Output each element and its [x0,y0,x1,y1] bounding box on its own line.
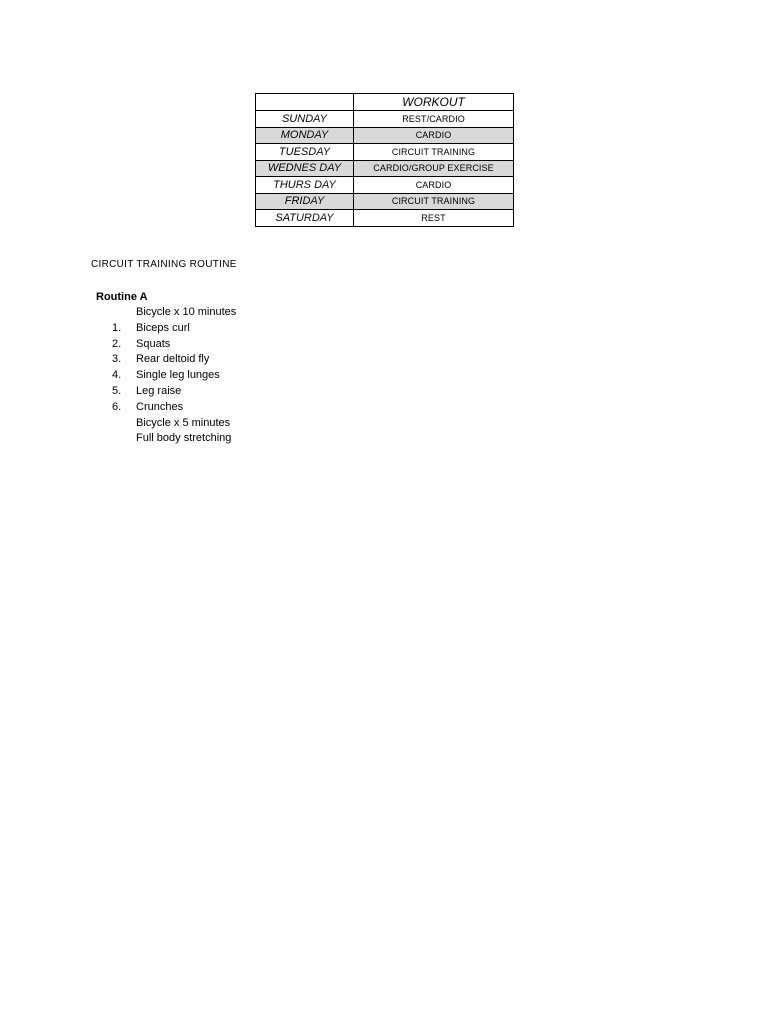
step-number: 1. [112,321,122,334]
schedule-row [256,127,514,144]
day-rest: NES DAY [293,162,342,175]
schedule-row [256,111,514,128]
schedule-row [256,177,514,194]
step-number: 6. [112,400,122,413]
day-cell [256,177,354,194]
step-text: Bicycle x 5 minutes [136,416,231,429]
schedule-row [256,160,514,177]
day-rest: DAY [302,195,325,208]
header-workout-cell: WORKOUT [354,94,514,111]
routine-step [0,368,400,384]
schedule-body [256,111,514,227]
step-text: Full body stretching [136,432,232,445]
step-text: Leg raise [136,384,182,397]
routine-step [0,352,400,368]
routine-step [0,431,400,447]
day-cell [256,144,354,161]
header-day-cell [256,94,354,111]
step-text: Rear deltoid fly [136,353,210,366]
workout-cell: CARDIO [354,177,514,194]
step-number: 4. [112,369,122,382]
routine-step [0,400,400,416]
weekly-schedule-table [255,93,514,227]
routine-step [0,337,400,353]
step-text: Biceps curl [136,321,190,334]
routine-step [0,416,400,432]
step-number: 2. [112,337,122,350]
workout-cell: REST/CARDIO [354,111,514,128]
routine-step [0,384,400,400]
step-text: Squats [136,337,171,350]
routine-heading: Routine A [96,291,148,303]
routine-step [0,305,400,321]
day-lead: TUES [278,145,309,158]
day-cell [256,127,354,144]
schedule-row [256,210,514,227]
schedule-row [256,193,514,210]
day-lead: SUN [281,112,306,125]
day-lead: SAT [275,211,296,224]
day-lead: WED [267,162,294,175]
day-lead: FRI [284,195,303,208]
step-text: Bicycle x 10 minutes [136,306,237,318]
day-cell [256,210,354,227]
table-header-row [256,94,514,111]
routine-list [0,305,400,447]
schedule-row [256,144,514,161]
workout-cell: CARDIO [354,127,514,144]
workout-cell: CARDIO/GROUP EXERCISE [354,160,514,177]
step-number: 5. [112,384,122,397]
routine-step [0,321,400,337]
day-rest: DAY [306,129,329,142]
day-cell [256,111,354,128]
section-title: CIRCUIT TRAINING ROUTINE [91,259,237,270]
step-text: Crunches [136,400,184,413]
day-rest: URDAY [295,211,334,224]
day-lead: MON [280,129,307,142]
day-rest: RS DAY [295,178,336,191]
workout-cell: CIRCUIT TRAINING [354,144,514,161]
day-lead: THU [273,178,296,191]
step-text: Single leg lunges [136,369,220,382]
workout-cell: REST [354,210,514,227]
workout-cell: CIRCUIT TRAINING [354,193,514,210]
day-cell [256,193,354,210]
day-rest: DAY [305,112,328,125]
day-cell [256,160,354,177]
step-number: 3. [112,353,122,366]
day-rest: DAY [308,145,331,158]
